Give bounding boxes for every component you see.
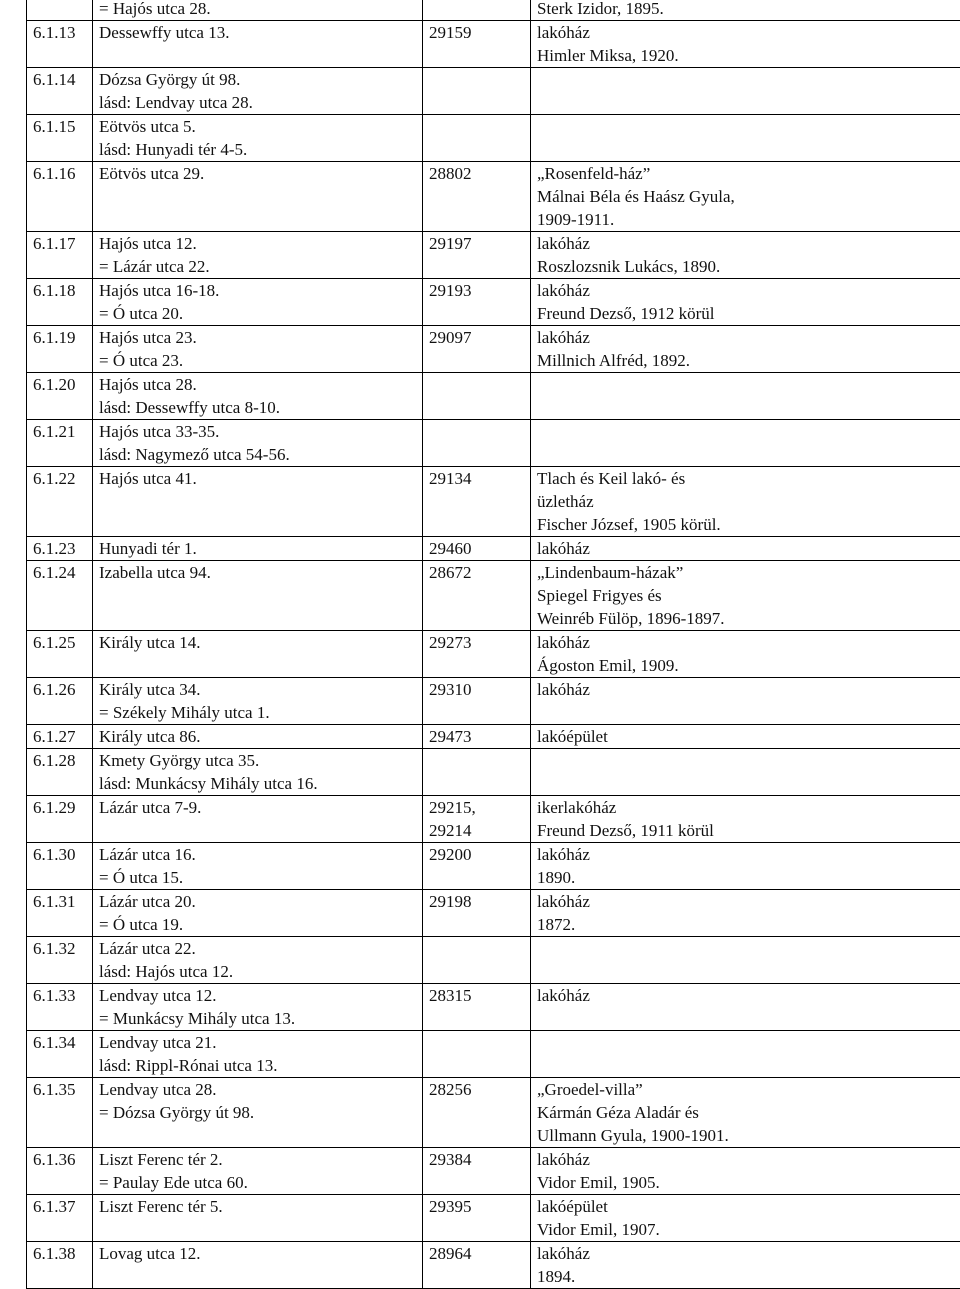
entry-number-text: 6.1.27 <box>33 725 86 748</box>
table-row <box>27 420 960 467</box>
address-text: lásd: Rippl-Rónai utca 13. <box>99 1054 416 1077</box>
address-cell <box>93 1031 423 1078</box>
address-text: Hunyadi tér 1. <box>99 537 416 560</box>
lot-number-text <box>429 0 524 20</box>
entry-number-text: 6.1.37 <box>33 1195 86 1218</box>
description-cell <box>531 1242 960 1289</box>
address-text: = Ó utca 15. <box>99 866 416 889</box>
entry-number-text: 6.1.21 <box>33 420 86 443</box>
description-cell <box>531 749 960 796</box>
lot-number-text: 29460 <box>429 537 524 560</box>
address-cell <box>93 1148 423 1195</box>
entry-number-cell <box>27 232 93 279</box>
address-text: lásd: Nagymező utca 54-56. <box>99 443 416 466</box>
address-cell <box>93 631 423 678</box>
description-cell <box>531 420 960 467</box>
table-row <box>27 115 960 162</box>
table-row <box>27 162 960 232</box>
entry-number-cell <box>27 1242 93 1289</box>
entry-number-cell <box>27 115 93 162</box>
address-cell <box>93 537 423 561</box>
description-cell <box>531 631 960 678</box>
entry-number-cell <box>27 631 93 678</box>
description-text: Kármán Géza Aladár és <box>537 1101 954 1124</box>
address-text: = Paulay Ede utca 60. <box>99 1171 416 1194</box>
description-cell <box>531 1031 960 1078</box>
lot-number-text: 29215, <box>429 796 524 819</box>
lot-number-text: 28315 <box>429 984 524 1007</box>
entry-number-cell <box>27 1195 93 1242</box>
description-cell <box>531 279 960 326</box>
lot-number-cell <box>423 68 531 115</box>
address-cell <box>93 162 423 232</box>
address-cell <box>93 561 423 631</box>
description-text <box>537 373 954 396</box>
lot-number-text <box>429 749 524 772</box>
table-row <box>27 725 960 749</box>
address-text: Király utca 14. <box>99 631 416 654</box>
table-row <box>27 537 960 561</box>
lot-number-cell <box>423 420 531 467</box>
description-cell <box>531 21 960 68</box>
entry-number-text: 6.1.38 <box>33 1242 86 1265</box>
entry-number-cell <box>27 0 93 21</box>
entry-number-cell <box>27 21 93 68</box>
entry-number-cell <box>27 984 93 1031</box>
entry-number-text: 6.1.18 <box>33 279 86 302</box>
lot-number-text: 29200 <box>429 843 524 866</box>
address-text: = Ó utca 19. <box>99 913 416 936</box>
entry-number-cell <box>27 937 93 984</box>
document-page <box>26 0 960 1289</box>
description-text: Freund Dezső, 1911 körül <box>537 819 954 842</box>
table-row <box>27 68 960 115</box>
entry-number-text: 6.1.20 <box>33 373 86 396</box>
address-text: lásd: Lendvay utca 28. <box>99 91 416 114</box>
address-text: lásd: Hajós utca 12. <box>99 960 416 983</box>
description-text: lakóház <box>537 1242 954 1265</box>
address-text: Eötvös utca 29. <box>99 162 416 185</box>
description-cell <box>531 725 960 749</box>
lot-number-cell <box>423 1195 531 1242</box>
description-cell <box>531 796 960 843</box>
description-text: Vidor Emil, 1905. <box>537 1171 954 1194</box>
entry-number-cell <box>27 678 93 725</box>
address-text: = Hajós utca 28. <box>99 0 416 20</box>
entry-number-cell <box>27 1078 93 1148</box>
entry-number-cell <box>27 561 93 631</box>
lot-number-cell <box>423 326 531 373</box>
description-text: Roszlozsnik Lukács, 1890. <box>537 255 954 278</box>
lot-number-text: 29198 <box>429 890 524 913</box>
description-text: Millnich Alfréd, 1892. <box>537 349 954 372</box>
lot-number-cell <box>423 1078 531 1148</box>
table-row <box>27 21 960 68</box>
lot-number-text: 29473 <box>429 725 524 748</box>
lot-number-cell <box>423 796 531 843</box>
entry-number-text: 6.1.13 <box>33 21 86 44</box>
entry-number-text: 6.1.26 <box>33 678 86 701</box>
address-text: Hajós utca 23. <box>99 326 416 349</box>
table-row <box>27 1148 960 1195</box>
description-text: 1894. <box>537 1265 954 1288</box>
address-text: Lázár utca 20. <box>99 890 416 913</box>
lot-number-text: 28802 <box>429 162 524 185</box>
address-text: = Ó utca 23. <box>99 349 416 372</box>
lot-number-text: 28964 <box>429 1242 524 1265</box>
table-body <box>27 0 960 1289</box>
description-cell <box>531 1078 960 1148</box>
lot-number-text <box>429 1031 524 1054</box>
lot-number-cell <box>423 115 531 162</box>
description-text <box>537 68 954 91</box>
address-text: Lázár utca 7-9. <box>99 796 416 819</box>
entry-number-text: 6.1.19 <box>33 326 86 349</box>
address-text: Lázár utca 22. <box>99 937 416 960</box>
description-cell <box>531 0 960 21</box>
entry-number-text: 6.1.14 <box>33 68 86 91</box>
description-cell <box>531 373 960 420</box>
description-text: Spiegel Frigyes és <box>537 584 954 607</box>
table-row <box>27 678 960 725</box>
entry-number-cell <box>27 725 93 749</box>
lot-number-cell <box>423 631 531 678</box>
address-cell <box>93 326 423 373</box>
lot-number-cell <box>423 843 531 890</box>
address-text: Liszt Ferenc tér 5. <box>99 1195 416 1218</box>
address-cell <box>93 373 423 420</box>
description-text: Freund Dezső, 1912 körül <box>537 302 954 325</box>
lot-number-cell <box>423 561 531 631</box>
lot-number-cell <box>423 0 531 21</box>
entry-number-cell <box>27 1148 93 1195</box>
entry-number-text: 6.1.36 <box>33 1148 86 1171</box>
address-text: Hajós utca 33-35. <box>99 420 416 443</box>
description-text: lakóház <box>537 326 954 349</box>
address-cell <box>93 678 423 725</box>
lot-number-text: 29193 <box>429 279 524 302</box>
address-text: Hajós utca 28. <box>99 373 416 396</box>
description-text: Weinréb Fülöp, 1896-1897. <box>537 607 954 630</box>
address-cell <box>93 1195 423 1242</box>
description-cell <box>531 467 960 537</box>
lot-number-cell <box>423 1148 531 1195</box>
address-text: Lendvay utca 28. <box>99 1078 416 1101</box>
entry-number-cell <box>27 843 93 890</box>
address-text: Lendvay utca 12. <box>99 984 416 1007</box>
description-text: 1909-1911. <box>537 208 954 231</box>
description-text: lakóház <box>537 984 954 1007</box>
description-text: lakóház <box>537 678 954 701</box>
address-cell <box>93 890 423 937</box>
description-text: Tlach és Keil lakó- és <box>537 467 954 490</box>
lot-number-cell <box>423 984 531 1031</box>
description-text: lakóépület <box>537 725 954 748</box>
description-text: ikerlakóház <box>537 796 954 819</box>
description-text: lakóház <box>537 279 954 302</box>
description-text <box>537 1031 954 1054</box>
description-cell <box>531 326 960 373</box>
address-text: Király utca 86. <box>99 725 416 748</box>
address-text: Hajós utca 12. <box>99 232 416 255</box>
address-text: Lovag utca 12. <box>99 1242 416 1265</box>
lot-number-text: 29134 <box>429 467 524 490</box>
address-text: = Munkácsy Mihály utca 13. <box>99 1007 416 1030</box>
entry-number-text: 6.1.23 <box>33 537 86 560</box>
description-text: „Groedel-villa” <box>537 1078 954 1101</box>
lot-number-text <box>429 937 524 960</box>
entry-number-text: 6.1.31 <box>33 890 86 913</box>
table-row <box>27 984 960 1031</box>
lot-number-cell <box>423 725 531 749</box>
description-cell <box>531 678 960 725</box>
entry-number-cell <box>27 796 93 843</box>
description-text: Vidor Emil, 1907. <box>537 1218 954 1241</box>
address-text: Hajós utca 16-18. <box>99 279 416 302</box>
table-row <box>27 373 960 420</box>
entry-number-cell <box>27 162 93 232</box>
entry-number-cell <box>27 890 93 937</box>
entry-number-cell <box>27 749 93 796</box>
entry-number-text: 6.1.34 <box>33 1031 86 1054</box>
address-cell <box>93 420 423 467</box>
address-cell <box>93 21 423 68</box>
address-text: lásd: Dessewffy utca 8-10. <box>99 396 416 419</box>
table-row <box>27 1242 960 1289</box>
lot-number-text: 29395 <box>429 1195 524 1218</box>
description-cell <box>531 1148 960 1195</box>
address-text: Eötvös utca 5. <box>99 115 416 138</box>
address-text: = Székely Mihály utca 1. <box>99 701 416 724</box>
table-row <box>27 890 960 937</box>
lot-number-text <box>429 68 524 91</box>
address-cell <box>93 1078 423 1148</box>
address-text: Király utca 34. <box>99 678 416 701</box>
monument-list-table <box>26 0 960 1289</box>
entry-number-text: 6.1.16 <box>33 162 86 185</box>
address-cell <box>93 843 423 890</box>
description-cell <box>531 162 960 232</box>
entry-number-cell <box>27 537 93 561</box>
lot-number-text: 29384 <box>429 1148 524 1171</box>
table-row <box>27 843 960 890</box>
description-text: üzletház <box>537 490 954 513</box>
lot-number-cell <box>423 279 531 326</box>
table-row <box>27 279 960 326</box>
entry-number-cell <box>27 373 93 420</box>
table-row <box>27 749 960 796</box>
entry-number-text: 6.1.15 <box>33 115 86 138</box>
address-cell <box>93 937 423 984</box>
entry-number-cell <box>27 279 93 326</box>
lot-number-cell <box>423 162 531 232</box>
address-text: Liszt Ferenc tér 2. <box>99 1148 416 1171</box>
description-text: lakóház <box>537 890 954 913</box>
lot-number-text <box>429 115 524 138</box>
description-text: lakóház <box>537 843 954 866</box>
entry-number-text <box>33 0 86 20</box>
description-text: Sterk Izidor, 1895. <box>537 0 954 20</box>
table-row <box>27 1031 960 1078</box>
entry-number-text: 6.1.25 <box>33 631 86 654</box>
entry-number-cell <box>27 326 93 373</box>
address-cell <box>93 68 423 115</box>
table-row <box>27 467 960 537</box>
description-text: lakóház <box>537 631 954 654</box>
description-cell <box>531 1195 960 1242</box>
lot-number-cell <box>423 1031 531 1078</box>
address-cell <box>93 0 423 21</box>
description-text <box>537 749 954 772</box>
entry-number-text: 6.1.33 <box>33 984 86 1007</box>
description-cell <box>531 843 960 890</box>
description-cell <box>531 890 960 937</box>
description-text: lakóház <box>537 232 954 255</box>
description-cell <box>531 561 960 631</box>
description-text <box>537 937 954 960</box>
lot-number-text: 28672 <box>429 561 524 584</box>
lot-number-cell <box>423 21 531 68</box>
address-text: lásd: Munkácsy Mihály utca 16. <box>99 772 416 795</box>
table-row <box>27 0 960 21</box>
entry-number-cell <box>27 467 93 537</box>
description-text: „Lindenbaum-házak” <box>537 561 954 584</box>
table-row <box>27 561 960 631</box>
description-text: lakóház <box>537 537 954 560</box>
address-text: Dózsa György út 98. <box>99 68 416 91</box>
address-cell <box>93 725 423 749</box>
lot-number-text: 28256 <box>429 1078 524 1101</box>
entry-number-text: 6.1.29 <box>33 796 86 819</box>
entry-number-text: 6.1.28 <box>33 749 86 772</box>
table-row <box>27 937 960 984</box>
address-text: Dessewffy utca 13. <box>99 21 416 44</box>
lot-number-text: 29273 <box>429 631 524 654</box>
description-cell <box>531 984 960 1031</box>
address-cell <box>93 279 423 326</box>
lot-number-text <box>429 373 524 396</box>
description-text: 1872. <box>537 913 954 936</box>
table-row <box>27 1195 960 1242</box>
address-text: Hajós utca 41. <box>99 467 416 490</box>
entry-number-text: 6.1.35 <box>33 1078 86 1101</box>
lot-number-cell <box>423 937 531 984</box>
entry-number-text: 6.1.17 <box>33 232 86 255</box>
lot-number-cell <box>423 467 531 537</box>
address-text: Izabella utca 94. <box>99 561 416 584</box>
description-cell <box>531 937 960 984</box>
address-cell <box>93 984 423 1031</box>
address-cell <box>93 749 423 796</box>
entry-number-cell <box>27 1031 93 1078</box>
description-text: Fischer József, 1905 körül. <box>537 513 954 536</box>
lot-number-cell <box>423 537 531 561</box>
lot-number-text: 29197 <box>429 232 524 255</box>
lot-number-cell <box>423 1242 531 1289</box>
address-text: = Lázár utca 22. <box>99 255 416 278</box>
address-text: Lendvay utca 21. <box>99 1031 416 1054</box>
description-text: 1890. <box>537 866 954 889</box>
entry-number-text: 6.1.32 <box>33 937 86 960</box>
lot-number-text: 29159 <box>429 21 524 44</box>
lot-number-cell <box>423 890 531 937</box>
description-text: „Rosenfeld-ház” <box>537 162 954 185</box>
description-cell <box>531 537 960 561</box>
address-text: lásd: Hunyadi tér 4-5. <box>99 138 416 161</box>
entry-number-cell <box>27 420 93 467</box>
table-row <box>27 631 960 678</box>
entry-number-text: 6.1.30 <box>33 843 86 866</box>
description-text: Ágoston Emil, 1909. <box>537 654 954 677</box>
description-text: Málnai Béla és Haász Gyula, <box>537 185 954 208</box>
description-text: Ullmann Gyula, 1900-1901. <box>537 1124 954 1147</box>
lot-number-cell <box>423 749 531 796</box>
table-row <box>27 326 960 373</box>
address-text: Lázár utca 16. <box>99 843 416 866</box>
description-text: Himler Miksa, 1920. <box>537 44 954 67</box>
lot-number-cell <box>423 373 531 420</box>
lot-number-text <box>429 420 524 443</box>
address-cell <box>93 796 423 843</box>
table-row <box>27 1078 960 1148</box>
description-text: lakóház <box>537 21 954 44</box>
description-text: lakóépület <box>537 1195 954 1218</box>
address-text: Kmety György utca 35. <box>99 749 416 772</box>
table-row <box>27 232 960 279</box>
address-text: = Ó utca 20. <box>99 302 416 325</box>
lot-number-text: 29310 <box>429 678 524 701</box>
address-cell <box>93 115 423 162</box>
entry-number-text: 6.1.24 <box>33 561 86 584</box>
address-cell <box>93 467 423 537</box>
address-cell <box>93 232 423 279</box>
lot-number-cell <box>423 232 531 279</box>
lot-number-cell <box>423 678 531 725</box>
description-cell <box>531 68 960 115</box>
lot-number-text: 29214 <box>429 819 524 842</box>
description-text: lakóház <box>537 1148 954 1171</box>
address-cell <box>93 1242 423 1289</box>
table-row <box>27 796 960 843</box>
entry-number-cell <box>27 68 93 115</box>
entry-number-text: 6.1.22 <box>33 467 86 490</box>
description-cell <box>531 232 960 279</box>
description-text <box>537 115 954 138</box>
address-text: = Dózsa György út 98. <box>99 1101 416 1124</box>
lot-number-text: 29097 <box>429 326 524 349</box>
description-text <box>537 420 954 443</box>
description-cell <box>531 115 960 162</box>
